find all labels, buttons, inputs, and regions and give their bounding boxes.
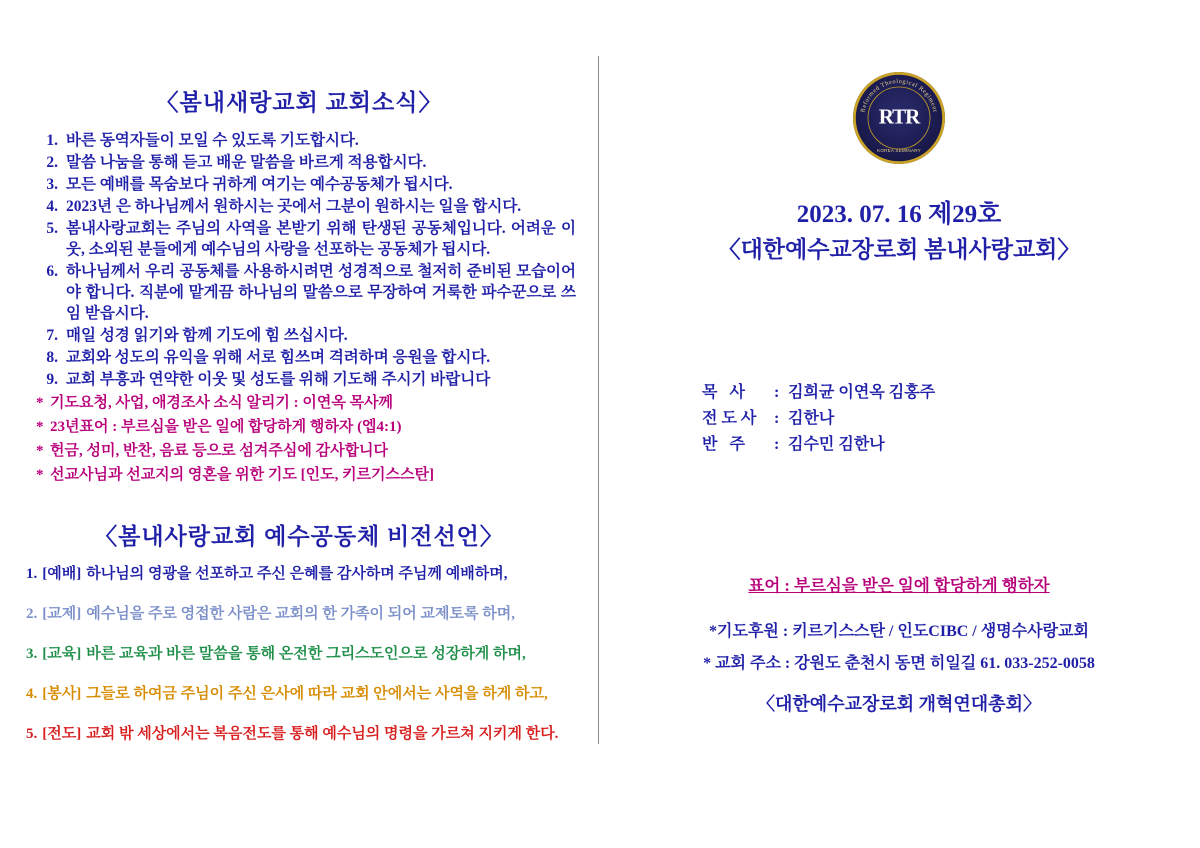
vision-item-number: 2. — [26, 606, 38, 622]
vision-item-number: 4. — [26, 686, 38, 702]
staff-names: 김한나 — [788, 410, 835, 427]
church-news-list — [36, 130, 576, 391]
news-item-text: 교회와 성도의 유익을 위해 서로 힘쓰며 격려하며 응원을 합시다. — [66, 349, 491, 366]
news-item-number: 1. — [46, 132, 58, 149]
bullet-item — [36, 440, 576, 462]
staff-row — [702, 432, 1122, 458]
bullet-text: 선교사님과 선교지의 영혼을 위한 기도 [인도, 키르기스스탄] — [50, 467, 435, 483]
vision-item-service — [26, 684, 586, 704]
news-item-number: 9. — [46, 371, 58, 388]
staff-row — [702, 380, 1122, 406]
vision-item-number: 3. — [26, 646, 38, 662]
news-item — [36, 369, 576, 390]
news-item-number: 5. — [46, 220, 58, 237]
staff-separator: : — [774, 436, 780, 453]
news-item-text: 바른 동역자들이 모일 수 있도록 기도합시다. — [66, 132, 359, 149]
vision-item-worship — [26, 564, 586, 584]
news-item-number: 3. — [46, 176, 58, 193]
seminary-logo-wrap — [598, 72, 1200, 164]
vision-item-tag: [예배] — [42, 566, 82, 582]
staff-names: 김수민 김한나 — [788, 436, 885, 453]
news-item-text: 매일 성경 읽기와 함께 기도에 힘 쓰십시다. — [66, 327, 348, 344]
staff-role: 전도사 — [702, 410, 761, 427]
vision-item-education — [26, 644, 586, 664]
seal-bottom-text: KOREA SEMINARY — [877, 148, 921, 153]
vision-declaration-list — [26, 564, 586, 764]
news-item — [36, 196, 576, 217]
bullet-text: 기도요청, 사업, 애경조사 소식 알리기 : 이연옥 목사께 — [50, 395, 394, 411]
vision-item-number: 1. — [26, 566, 38, 582]
vision-item-tag: [교육] — [42, 646, 82, 662]
news-item — [36, 130, 576, 151]
news-item — [36, 152, 576, 173]
left-column — [0, 0, 598, 848]
bullet-marker: * — [36, 443, 44, 459]
news-item-number: 8. — [46, 349, 58, 366]
year-motto: 표어 : 부르심을 받은 일에 합당하게 행하자 — [748, 576, 1050, 595]
vision-item-tag: [봉사] — [42, 686, 82, 702]
news-item — [36, 325, 576, 346]
news-item — [36, 174, 576, 195]
vision-item-text: 바른 교육과 바른 말씀을 통해 온전한 그리스도인으로 성장하게 하며, — [86, 646, 526, 662]
staff-role: 반 주 — [702, 436, 749, 453]
news-item-number: 6. — [46, 263, 58, 280]
news-item-text: 봄내사랑교회는 주님의 사역을 본받기 위해 탄생된 공동체입니다. 어려운 이웃, 소외된 분들에게 예수님의 사랑을 선포하는 공동체가 됩시다. — [66, 220, 576, 258]
news-item — [36, 261, 576, 324]
vision-item-tag: [전도] — [42, 726, 82, 742]
news-item-text: 하나님께서 우리 공동체를 사용하시려면 성경적으로 철저히 준비된 모습이어야 합니다. 직분에 맡게끔 하나님의 말씀으로 무장하여 거룩한 파수꾼으로 쓰임 받읍시다. — [66, 263, 576, 322]
bullet-item — [36, 416, 576, 438]
bullet-text: 헌금, 성미, 반찬, 음료 등으로 섬겨주심에 감사합니다 — [50, 443, 389, 459]
news-item-text: 교회 부흥과 연약한 이웃 및 성도를 위해 기도해 주시기 바랍니다 — [66, 371, 491, 388]
news-item — [36, 218, 576, 260]
news-item-number: 7. — [46, 327, 58, 344]
seminary-seal-icon — [853, 72, 945, 164]
vision-item-text: 교회 밖 세상에서는 복음전도를 통해 예수님의 명령을 가르쳐 지키게 한다. — [86, 726, 559, 742]
church-name: 〈대한예수교장로회 봄내사랑교회〉 — [717, 237, 1081, 262]
vision-item-tag: [교제] — [42, 606, 82, 622]
staff-role: 목 사 — [702, 384, 749, 401]
vision-item-fellowship — [26, 604, 586, 624]
bullet-marker: * — [36, 395, 44, 411]
announcement-bullets — [36, 392, 576, 488]
bullet-marker: * — [36, 467, 44, 483]
church-news-title: 〈봄내새랑교회 교회소식〉 — [155, 90, 443, 115]
bullet-marker: * — [36, 419, 44, 435]
news-item-text: 2023년 은 하나님께서 원하시는 곳에서 그분이 원하시는 일을 합시다. — [66, 198, 522, 215]
bullet-item — [36, 392, 576, 414]
seal-monogram: RTR — [878, 104, 920, 129]
staff-separator: : — [774, 384, 780, 401]
news-item-number: 4. — [46, 198, 58, 215]
vision-item-text: 그들로 하여금 주님이 주신 은사에 따라 교회 안에서는 사역을 하게 하고, — [86, 686, 548, 702]
right-column — [598, 0, 1200, 848]
staff-row — [702, 406, 1122, 432]
svg-text:Reformed Theological Regiment: Reformed Theological Regiment — [859, 77, 939, 114]
vision-item-text: 하나님의 영광을 선포하고 주신 은혜를 감사하며 주님께 예배하며, — [86, 566, 508, 582]
staff-names: 김희균 이연옥 김홍주 — [788, 384, 936, 401]
vision-declaration-title: 〈봄내사랑교회 예수공동체 비전선언〉 — [94, 524, 504, 549]
prayer-support-line: *기도후원 : 키르기스스탄 / 인도CIBC / 생명수사랑교회 — [709, 623, 1089, 640]
denomination-name: 〈대한예수교장로회 개혁연대총회〉 — [757, 694, 1041, 714]
staff-list — [702, 380, 1122, 458]
news-item-number: 2. — [46, 154, 58, 171]
news-item-text: 말씀 나눔을 통해 듣고 배운 말씀을 바르게 적용합시다. — [66, 154, 427, 171]
staff-separator: : — [774, 410, 780, 427]
news-item — [36, 347, 576, 368]
church-address-line: * 교회 주소 : 강원도 춘천시 동면 히일길 61. 033-252-0058 — [703, 655, 1095, 672]
bullet-text: 23년표어 : 부르심을 받은 일에 합당하게 행하자 (엡4:1) — [50, 419, 402, 435]
vision-item-number: 5. — [26, 726, 38, 742]
vision-item-text: 예수님을 주로 영접한 사람은 교회의 한 가족이 되어 교제토록 하며, — [86, 606, 515, 622]
news-item-text: 모든 예배를 목숨보다 귀하게 여기는 예수공동체가 됩시다. — [66, 176, 453, 193]
bullet-item — [36, 464, 576, 486]
vision-item-evangelism — [26, 724, 586, 744]
issue-date-number: 2023. 07. 16 제29호 — [796, 201, 1002, 228]
